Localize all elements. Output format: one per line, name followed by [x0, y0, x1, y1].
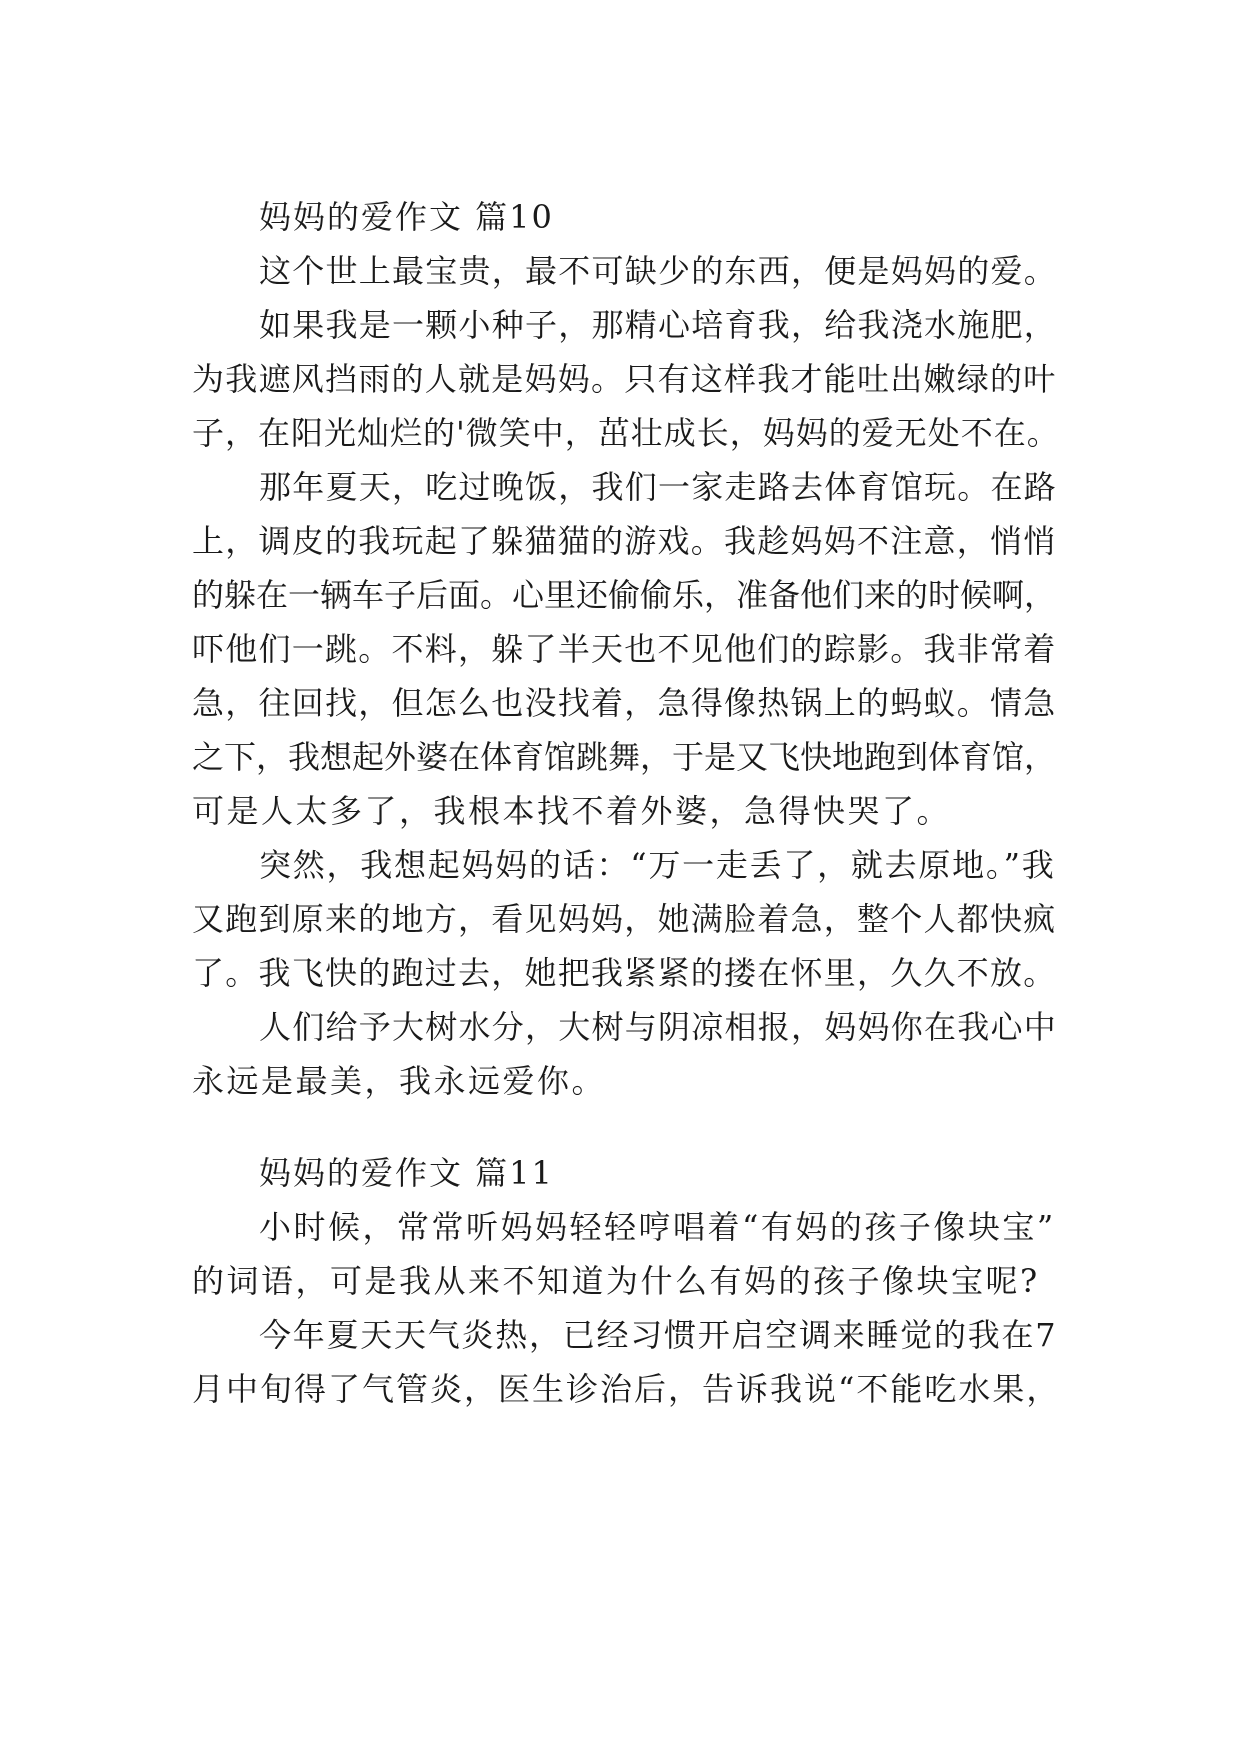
paragraph-line: 吓他们一跳。不料，躲了半天也不见他们的踪影。我非常着 — [192, 630, 1057, 668]
paragraph-line: 人们给予大树水分，大树与阴凉相报，妈妈你在我心中 — [259, 1008, 1058, 1046]
paragraph-line: 那年夏天，吃过晚饭，我们一家走路去体育馆玩。在路 — [259, 468, 1058, 506]
paragraph-line: 为我遮风挡雨的人就是妈妈。只有这样我才能吐出嫩绿的叶 — [192, 360, 1057, 398]
paragraph-line: 永远是最美，我永远爱你。 — [192, 1062, 607, 1100]
paragraph-line: 子，在阳光灿烂的'微笑中，茁壮成长，妈妈的爱无处不在。 — [192, 414, 1060, 452]
section-title: 妈妈的爱作文 篇11 — [259, 1154, 554, 1192]
paragraph-line: 突然，我想起妈妈的话：“万一走丢了，就去原地。”我 — [259, 846, 1056, 884]
section-title: 妈妈的爱作文 篇10 — [259, 198, 554, 236]
paragraph-line: 的词语，可是我从来不知道为什么有妈的孩子像块宝呢? — [192, 1262, 1040, 1300]
paragraph-line: 又跑到原来的地方，看见妈妈，她满脸着急，整个人都快疯 — [192, 900, 1057, 938]
paragraph-line: 小时候，常常听妈妈轻轻哼唱着“有妈的孩子像块宝” — [259, 1208, 1056, 1246]
paragraph-line: 这个世上最宝贵，最不可缺少的东西，便是妈妈的爱。 — [259, 252, 1058, 290]
paragraph-line: 可是人太多了，我根本找不着外婆，急得快哭了。 — [192, 792, 952, 830]
paragraph-line: 上，调皮的我玩起了躲猫猫的游戏。我趁妈妈不注意，悄悄 — [192, 522, 1057, 560]
paragraph-line: 今年夏天天气炎热，已经习惯开启空调来睡觉的我在7 — [259, 1316, 1058, 1354]
paragraph-line: 月中旬得了气管炎，医生诊治后，告诉我说“不能吃水果， — [192, 1370, 1061, 1408]
paragraph-line: 的躲在一辆车子后面。心里还偷偷乐，准备他们来的时候啊， — [192, 576, 1057, 614]
paragraph-line: 急，往回找，但怎么也没找着，急得像热锅上的蚂蚁。情急 — [192, 684, 1057, 722]
paragraph-line: 之下，我想起外婆在体育馆跳舞，于是又飞快地跑到体育馆， — [192, 738, 1057, 776]
paragraph-line: 了。我飞快的跑过去，她把我紧紧的搂在怀里，久久不放。 — [192, 954, 1057, 992]
paragraph-line: 如果我是一颗小种子，那精心培育我，给我浇水施肥， — [259, 306, 1058, 344]
